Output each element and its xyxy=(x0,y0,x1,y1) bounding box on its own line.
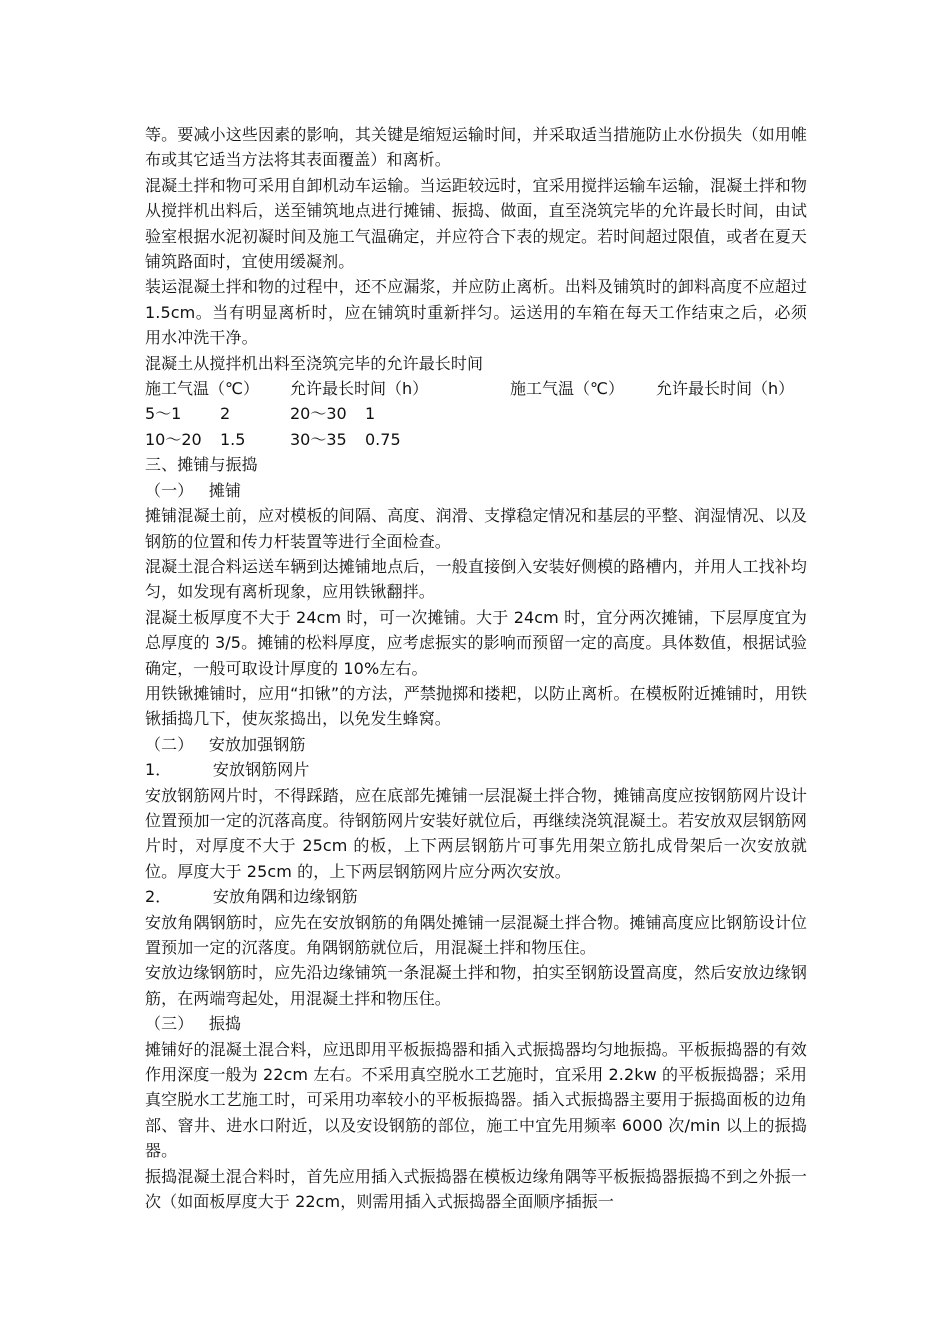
subsection-heading: （三） 振捣 xyxy=(145,1014,242,1034)
paragraph: 装运混凝土拌和物的过程中，还不应漏浆，并应防止离析。出料及铺筑时的卸料高度不应超过 1.5cm。当有明显离析时，应在铺筑时重新拌匀。运送用的车箱在每天工作结束之后，必须用水冲洗干净。 xyxy=(145,277,807,348)
paragraph: 安放边缘钢筋时，应先沿边缘铺筑一条混凝土拌和物，拍实至钢筋设置高度，然后安放边缘钢筋，在两端弯起处，用混凝土拌和物压住。 xyxy=(145,963,807,1008)
paragraph: 混凝土板厚度不大于 24cm 时，可一次摊铺。大于 24cm 时，宜分两次摊铺，下层厚度宜为总厚度的 3/5。摊铺的松料厚度，应考虑振实的影响而预留一定的高度。具体数值，根据试验确定，一般可取设计厚度的 10%左右。 xyxy=(145,607,807,678)
paragraph: 安放角隅钢筋时，应先在安放钢筋的角隅处摊铺一层混凝土拌合物。摊铺高度应比钢筋设计位置预加一定的沉落度。角隅钢筋就位后，用混凝土拌和物压住。 xyxy=(145,912,807,957)
paragraph: 用铁锹摊铺时，应用“扣锹”的方法，严禁抛掷和搂耙，以防止离析。在模板附近摊铺时，用铁锹插捣几下，使灰浆捣出，以免发生蜂窝。 xyxy=(145,683,807,729)
table-row xyxy=(145,427,807,452)
paragraph: 混凝土混合料运送车辆到达摊铺地点后，一般直接倒入安装好侧模的路槽内，并用人工找补均匀，如发现有离析现象，应用铁锹翻拌。 xyxy=(145,556,807,602)
item-heading: 2． 安放角隅和边缘钢筋 xyxy=(145,887,358,907)
table-header-row xyxy=(145,376,807,401)
table-header-cell: 允许最长时间（h） xyxy=(290,379,429,399)
subsection-heading: （二） 安放加强钢筋 xyxy=(145,734,306,754)
paragraph: 摊铺好的混凝土混合料，应迅即用平板振捣器和插入式振捣器均匀地振捣。平板振捣器的有效作用深度一般为 22cm 左右。不采用真空脱水工艺施时，宜采用 2.2kw 的平板振捣器；采用真空脱水工艺施工时，可采用功率较小的平板振捣器。插入式振捣器主要用于振捣面板的边角部、窨井、进水口附近，以及安设钢筋的部位，施工中宜先用频率 6000 次/min 以上的振捣器。 xyxy=(145,1039,807,1161)
paragraph: 安放钢筋网片时，不得踩踏，应在底部先摊铺一层混凝土拌合物，摊铺高度应按钢筋网片设计位置预加一定的沉落高度。待钢筋网片安装好就位后，再继续浇筑混凝土。若安放双层钢筋网片时，对厚度不大于 25cm 的板，上下两层钢筋片可事先用架立筋扎成骨架后一次安放就位。厚度大于 25cm 的，上下两层钢筋网片应分两次安放。 xyxy=(145,785,807,881)
table-cell: 0.75 xyxy=(365,429,401,449)
paragraph: 等。要减小这些因素的影响，其关键是缩短运输时间，并采取适当措施防止水份损失（如用帷布或其它适当方法将其表面覆盖）和离析。 xyxy=(145,125,807,170)
table-header-cell: 施工气温（℃） xyxy=(510,379,624,399)
document-body xyxy=(145,122,807,1214)
table-header-cell: 施工气温（℃） xyxy=(145,379,259,399)
subsection-heading: （一） 摊铺 xyxy=(145,480,242,500)
table-cell: 2 xyxy=(220,404,231,424)
table-cell: 5～1 xyxy=(145,404,182,424)
table-cell: 1.5 xyxy=(220,429,246,449)
section-heading: 三、摊铺与振捣 xyxy=(145,455,258,475)
table-row xyxy=(145,401,807,426)
table-cell: 10～20 xyxy=(145,429,202,449)
table-cell: 30～35 xyxy=(290,429,347,449)
table-cell: 20～30 xyxy=(290,404,347,424)
item-heading: 1． 安放钢筋网片 xyxy=(145,760,310,780)
paragraph: 摊铺混凝土前，应对模板的间隔、高度、润滑、支撑稳定情况和基层的平整、润湿情况、以及钢筋的位置和传力杆装置等进行全面检查。 xyxy=(145,506,807,551)
table-cell: 1 xyxy=(365,404,376,424)
table-header-cell: 允许最长时间（h） xyxy=(656,379,795,399)
table-caption: 混凝土从搅拌机出料至浇筑完毕的允许最长时间 xyxy=(145,353,484,373)
paragraph: 振捣混凝土混合料时，首先应用插入式振捣器在模板边缘角隅等平板振捣器振捣不到之外振一次（如面板厚度大于 22cm，则需用插入式振捣器全面顺序插振一 xyxy=(145,1166,807,1212)
paragraph: 混凝土拌和物可采用自卸机动车运输。当运距较远时，宜采用搅拌运输车运输，混凝土拌和物从搅拌机出料后，送至铺筑地点进行摊铺、振捣、做面，直至浇筑完毕的允许最长时间，由试验室根据水泥初凝时间及施工气温确定，并应符合下表的规定。若时间超过限值，或者在夏天铺筑路面时，宜使用缓凝剂。 xyxy=(145,175,807,272)
